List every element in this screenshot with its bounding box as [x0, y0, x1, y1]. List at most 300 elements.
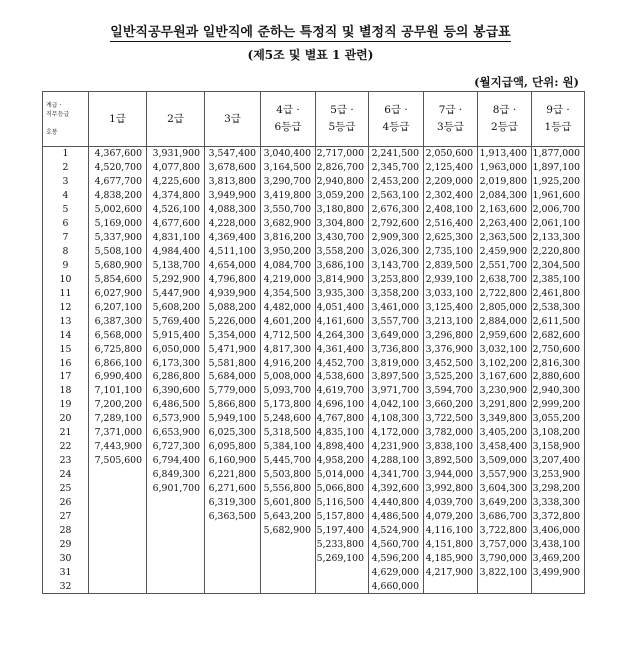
salary-cell: 6,653,900 [147, 426, 205, 440]
salary-cell: 3,813,800 [205, 175, 261, 189]
salary-cell: 6,866,100 [89, 356, 147, 370]
salary-cell: 3,298,200 [532, 482, 585, 496]
salary-cell: 3,557,900 [478, 468, 532, 482]
salary-cell: 5,169,000 [89, 217, 147, 231]
step-cell: 1 [43, 147, 89, 161]
salary-cell: 3,822,100 [478, 565, 532, 579]
step-cell: 15 [43, 342, 89, 356]
salary-cell: 2,133,300 [532, 231, 585, 245]
table-row [43, 454, 585, 468]
salary-cell: 2,304,500 [532, 259, 585, 273]
salary-cell: 3,604,300 [478, 482, 532, 496]
salary-cell: 1,913,400 [478, 147, 532, 161]
salary-cell: 5,233,800 [316, 537, 369, 551]
salary-cell [316, 579, 369, 593]
salary-cell [147, 495, 205, 509]
salary-cell: 4,796,800 [205, 272, 261, 286]
salary-cell: 2,638,700 [478, 272, 532, 286]
salary-cell: 4,619,700 [316, 384, 369, 398]
salary-cell: 5,508,100 [89, 245, 147, 259]
salary-cell: 4,116,100 [424, 523, 478, 537]
salary-table [42, 91, 585, 594]
table-row [43, 551, 585, 565]
salary-cell: 4,440,800 [369, 495, 424, 509]
grade-header: 9급 · 1등급 [532, 92, 585, 147]
salary-cell: 4,185,900 [424, 551, 478, 565]
step-cell: 31 [43, 565, 89, 579]
grade-header: 6급 · 4등급 [369, 92, 424, 147]
salary-cell: 3,055,200 [532, 412, 585, 426]
salary-cell: 3,207,400 [532, 454, 585, 468]
salary-cell: 6,025,300 [205, 426, 261, 440]
salary-cell: 2,061,100 [532, 217, 585, 231]
salary-cell: 2,163,600 [478, 203, 532, 217]
step-cell: 14 [43, 328, 89, 342]
salary-cell: 4,958,200 [316, 454, 369, 468]
salary-cell: 4,161,600 [316, 314, 369, 328]
salary-cell [205, 579, 261, 593]
salary-cell: 5,066,800 [316, 482, 369, 496]
table-row [43, 579, 585, 593]
salary-cell: 4,361,400 [316, 342, 369, 356]
grade-header: 5급 · 5등급 [316, 92, 369, 147]
salary-cell: 3,649,200 [478, 495, 532, 509]
salary-cell: 4,172,000 [369, 426, 424, 440]
salary-cell: 3,816,200 [261, 231, 316, 245]
salary-cell: 2,461,800 [532, 286, 585, 300]
grade-header: 3급 [205, 92, 261, 147]
salary-cell: 3,032,100 [478, 342, 532, 356]
salary-cell: 2,538,300 [532, 300, 585, 314]
salary-cell: 2,006,700 [532, 203, 585, 217]
salary-cell: 3,992,800 [424, 482, 478, 496]
salary-cell: 2,750,600 [532, 342, 585, 356]
salary-cell: 6,568,000 [89, 328, 147, 342]
salary-cell: 5,866,800 [205, 398, 261, 412]
salary-cell: 6,271,600 [205, 482, 261, 496]
salary-cell: 3,033,100 [424, 286, 478, 300]
salary-cell: 5,445,700 [261, 454, 316, 468]
salary-cell: 3,594,700 [424, 384, 478, 398]
salary-cell: 3,040,400 [261, 147, 316, 161]
salary-cell: 6,207,100 [89, 300, 147, 314]
salary-cell: 4,817,300 [261, 342, 316, 356]
salary-cell: 3,438,100 [532, 537, 585, 551]
salary-cell: 3,931,900 [147, 147, 205, 161]
salary-cell [261, 579, 316, 593]
salary-cell: 7,443,900 [89, 440, 147, 454]
salary-cell: 2,084,300 [478, 189, 532, 203]
salary-cell: 2,625,300 [424, 231, 478, 245]
salary-cell: 5,138,700 [147, 259, 205, 273]
salary-cell: 4,939,900 [205, 286, 261, 300]
salary-cell: 1,877,000 [532, 147, 585, 161]
salary-cell: 3,499,900 [532, 565, 585, 579]
salary-cell: 2,939,100 [424, 272, 478, 286]
salary-cell [89, 482, 147, 496]
table-row [43, 509, 585, 523]
table-row [43, 272, 585, 286]
salary-cell: 4,341,700 [369, 468, 424, 482]
salary-cell: 2,019,800 [478, 175, 532, 189]
step-cell: 11 [43, 286, 89, 300]
salary-cell: 3,469,200 [532, 551, 585, 565]
salary-cell: 3,180,800 [316, 203, 369, 217]
salary-cell: 2,999,200 [532, 398, 585, 412]
salary-cell: 3,950,200 [261, 245, 316, 259]
table-row [43, 328, 585, 342]
salary-cell: 6,849,300 [147, 468, 205, 482]
salary-cell: 6,050,000 [147, 342, 205, 356]
salary-cell [147, 551, 205, 565]
table-row [43, 412, 585, 426]
salary-cell: 5,226,000 [205, 314, 261, 328]
salary-cell: 6,573,900 [147, 412, 205, 426]
salary-cell: 5,093,700 [261, 384, 316, 398]
salary-cell: 6,319,300 [205, 495, 261, 509]
salary-cell: 4,511,100 [205, 245, 261, 259]
salary-cell: 3,230,900 [478, 384, 532, 398]
salary-cell: 2,816,300 [532, 356, 585, 370]
salary-cell [261, 565, 316, 579]
salary-cell [89, 468, 147, 482]
step-cell: 19 [43, 398, 89, 412]
salary-cell: 6,725,800 [89, 342, 147, 356]
salary-cell: 6,173,300 [147, 356, 205, 370]
salary-cell: 2,792,600 [369, 217, 424, 231]
salary-cell: 2,209,000 [424, 175, 478, 189]
salary-cell: 5,779,000 [205, 384, 261, 398]
salary-cell: 3,949,900 [205, 189, 261, 203]
salary-cell: 4,629,000 [369, 565, 424, 579]
salary-cell: 4,538,600 [316, 370, 369, 384]
salary-cell: 2,453,200 [369, 175, 424, 189]
salary-cell: 7,505,600 [89, 454, 147, 468]
step-cell: 9 [43, 259, 89, 273]
salary-cell: 3,164,500 [261, 161, 316, 175]
salary-cell: 3,419,800 [261, 189, 316, 203]
salary-cell: 5,002,600 [89, 203, 147, 217]
step-cell: 6 [43, 217, 89, 231]
salary-cell: 4,677,600 [147, 217, 205, 231]
salary-cell: 7,289,100 [89, 412, 147, 426]
salary-cell: 4,654,000 [205, 259, 261, 273]
salary-cell [89, 551, 147, 565]
salary-cell: 3,722,500 [424, 412, 478, 426]
salary-cell: 2,516,400 [424, 217, 478, 231]
salary-cell: 2,408,100 [424, 203, 478, 217]
salary-cell: 5,601,800 [261, 495, 316, 509]
salary-cell: 3,550,700 [261, 203, 316, 217]
salary-cell: 5,643,200 [261, 509, 316, 523]
table-row [43, 231, 585, 245]
table-row [43, 203, 585, 217]
salary-cell: 5,337,900 [89, 231, 147, 245]
salary-cell: 2,302,400 [424, 189, 478, 203]
salary-cell: 3,108,200 [532, 426, 585, 440]
salary-cell: 2,263,400 [478, 217, 532, 231]
salary-cell [147, 523, 205, 537]
salary-cell: 4,225,600 [147, 175, 205, 189]
salary-cell [147, 537, 205, 551]
salary-cell: 5,680,900 [89, 259, 147, 273]
salary-cell: 4,288,100 [369, 454, 424, 468]
step-cell: 17 [43, 370, 89, 384]
salary-cell: 6,727,300 [147, 440, 205, 454]
salary-cell [205, 551, 261, 565]
salary-cell: 5,116,500 [316, 495, 369, 509]
step-cell: 23 [43, 454, 89, 468]
salary-cell: 5,684,000 [205, 370, 261, 384]
salary-cell: 4,354,500 [261, 286, 316, 300]
step-cell: 12 [43, 300, 89, 314]
step-cell: 25 [43, 482, 89, 496]
salary-cell: 4,452,700 [316, 356, 369, 370]
salary-cell: 2,345,700 [369, 161, 424, 175]
salary-cell [205, 537, 261, 551]
salary-cell [89, 537, 147, 551]
salary-cell: 4,151,800 [424, 537, 478, 551]
step-cell: 20 [43, 412, 89, 426]
salary-cell: 6,901,700 [147, 482, 205, 496]
salary-cell [89, 565, 147, 579]
table-row [43, 398, 585, 412]
salary-cell: 2,839,500 [424, 259, 478, 273]
table-row [43, 426, 585, 440]
salary-cell: 2,125,400 [424, 161, 478, 175]
step-cell: 24 [43, 468, 89, 482]
salary-cell: 3,405,200 [478, 426, 532, 440]
salary-cell: 5,471,900 [205, 342, 261, 356]
salary-cell: 5,682,900 [261, 523, 316, 537]
salary-cell: 3,819,000 [369, 356, 424, 370]
salary-cell: 3,158,900 [532, 440, 585, 454]
salary-cell: 3,686,700 [478, 509, 532, 523]
salary-cell: 4,042,100 [369, 398, 424, 412]
salary-cell: 3,971,700 [369, 384, 424, 398]
salary-cell [89, 509, 147, 523]
salary-cell: 2,363,500 [478, 231, 532, 245]
salary-cell [147, 509, 205, 523]
corner-header: 계급 · 직무등급 호봉 [43, 92, 89, 147]
salary-cell: 4,482,000 [261, 300, 316, 314]
salary-table-body [43, 147, 585, 594]
table-row [43, 537, 585, 551]
salary-cell: 3,509,000 [478, 454, 532, 468]
salary-cell: 4,367,600 [89, 147, 147, 161]
salary-cell: 3,838,100 [424, 440, 478, 454]
table-row [43, 189, 585, 203]
salary-cell: 5,556,800 [261, 482, 316, 496]
salary-cell: 4,831,100 [147, 231, 205, 245]
salary-cell: 2,909,300 [369, 231, 424, 245]
salary-cell: 3,406,000 [532, 523, 585, 537]
salary-cell: 5,157,800 [316, 509, 369, 523]
salary-cell: 4,767,800 [316, 412, 369, 426]
salary-cell: 3,349,800 [478, 412, 532, 426]
salary-cell: 4,228,000 [205, 217, 261, 231]
salary-cell [89, 579, 147, 593]
salary-cell: 4,486,500 [369, 509, 424, 523]
step-cell: 10 [43, 272, 89, 286]
salary-cell: 6,387,300 [89, 314, 147, 328]
salary-cell: 5,354,000 [205, 328, 261, 342]
step-cell: 28 [43, 523, 89, 537]
step-cell: 8 [43, 245, 89, 259]
salary-cell: 2,241,500 [369, 147, 424, 161]
grade-header: 2급 [147, 92, 205, 147]
grade-header: 8급 · 2등급 [478, 92, 532, 147]
salary-cell: 3,686,100 [316, 259, 369, 273]
salary-cell: 3,376,900 [424, 342, 478, 356]
salary-cell: 4,696,100 [316, 398, 369, 412]
document-title: 일반직공무원과 일반직에 준하는 특정직 및 별정직 공무원 등의 봉급표 [110, 25, 511, 40]
salary-cell: 4,712,500 [261, 328, 316, 342]
table-row [43, 286, 585, 300]
salary-cell: 3,678,600 [205, 161, 261, 175]
salary-cell: 3,558,200 [316, 245, 369, 259]
salary-cell: 3,102,200 [478, 356, 532, 370]
salary-cell: 4,898,400 [316, 440, 369, 454]
table-row [43, 217, 585, 231]
salary-cell: 6,286,800 [147, 370, 205, 384]
step-cell: 5 [43, 203, 89, 217]
step-cell: 22 [43, 440, 89, 454]
salary-cell: 3,338,300 [532, 495, 585, 509]
table-row [43, 259, 585, 273]
step-cell: 16 [43, 356, 89, 370]
salary-cell: 3,461,000 [369, 300, 424, 314]
salary-cell: 5,008,000 [261, 370, 316, 384]
table-row [43, 161, 585, 175]
step-cell: 2 [43, 161, 89, 175]
salary-cell: 3,059,200 [316, 189, 369, 203]
salary-cell: 2,959,600 [478, 328, 532, 342]
salary-cell: 3,358,200 [369, 286, 424, 300]
salary-cell: 6,363,500 [205, 509, 261, 523]
salary-cell: 1,963,000 [478, 161, 532, 175]
salary-cell: 4,835,100 [316, 426, 369, 440]
table-header-row [43, 92, 585, 147]
salary-cell: 2,611,500 [532, 314, 585, 328]
table-row [43, 300, 585, 314]
salary-cell: 5,248,600 [261, 412, 316, 426]
salary-cell: 3,026,300 [369, 245, 424, 259]
grade-header: 4급 · 6등급 [261, 92, 316, 147]
salary-cell [316, 565, 369, 579]
grade-header: 1급 [89, 92, 147, 147]
salary-cell: 5,503,800 [261, 468, 316, 482]
step-cell: 26 [43, 495, 89, 509]
salary-cell: 5,014,000 [316, 468, 369, 482]
salary-cell: 2,385,100 [532, 272, 585, 286]
salary-cell: 4,108,300 [369, 412, 424, 426]
salary-cell: 4,264,300 [316, 328, 369, 342]
step-cell: 32 [43, 579, 89, 593]
table-row [43, 356, 585, 370]
salary-cell: 2,050,600 [424, 147, 478, 161]
table-row [43, 175, 585, 189]
salary-cell: 2,682,600 [532, 328, 585, 342]
salary-cell: 3,253,800 [369, 272, 424, 286]
salary-cell: 6,486,500 [147, 398, 205, 412]
table-row [43, 440, 585, 454]
salary-cell: 5,384,100 [261, 440, 316, 454]
salary-cell [424, 579, 478, 593]
step-cell: 30 [43, 551, 89, 565]
salary-cell: 3,935,300 [316, 286, 369, 300]
table-row [43, 370, 585, 384]
salary-cell [261, 551, 316, 565]
table-row [43, 245, 585, 259]
salary-cell: 4,219,000 [261, 272, 316, 286]
salary-cell: 4,596,200 [369, 551, 424, 565]
salary-cell: 3,897,500 [369, 370, 424, 384]
salary-cell: 3,722,800 [478, 523, 532, 537]
table-row [43, 523, 585, 537]
salary-cell: 4,217,900 [424, 565, 478, 579]
salary-cell: 4,051,400 [316, 300, 369, 314]
salary-cell: 4,916,200 [261, 356, 316, 370]
salary-cell: 6,990,400 [89, 370, 147, 384]
salary-cell: 2,722,800 [478, 286, 532, 300]
salary-cell: 7,101,100 [89, 384, 147, 398]
salary-cell: 3,167,600 [478, 370, 532, 384]
step-cell: 13 [43, 314, 89, 328]
salary-cell: 4,601,200 [261, 314, 316, 328]
salary-cell: 5,949,100 [205, 412, 261, 426]
salary-cell: 4,231,900 [369, 440, 424, 454]
salary-cell: 3,372,800 [532, 509, 585, 523]
salary-cell [532, 579, 585, 593]
table-row [43, 147, 585, 161]
salary-cell: 3,291,800 [478, 398, 532, 412]
salary-cell: 5,915,400 [147, 328, 205, 342]
salary-cell: 7,200,200 [89, 398, 147, 412]
table-row [43, 495, 585, 509]
salary-cell: 2,826,700 [316, 161, 369, 175]
salary-cell: 5,447,900 [147, 286, 205, 300]
salary-cell: 3,547,400 [205, 147, 261, 161]
unit-note: (월지급액, 단위: 원) [474, 75, 579, 89]
salary-cell: 5,318,500 [261, 426, 316, 440]
salary-cell: 3,304,800 [316, 217, 369, 231]
salary-cell: 2,459,900 [478, 245, 532, 259]
step-cell: 3 [43, 175, 89, 189]
table-row [43, 384, 585, 398]
salary-cell: 2,676,300 [369, 203, 424, 217]
salary-cell: 4,369,400 [205, 231, 261, 245]
salary-cell: 6,160,900 [205, 454, 261, 468]
salary-cell: 4,374,800 [147, 189, 205, 203]
step-cell: 7 [43, 231, 89, 245]
salary-cell [147, 565, 205, 579]
salary-cell: 5,769,400 [147, 314, 205, 328]
salary-cell: 3,757,000 [478, 537, 532, 551]
step-cell: 29 [43, 537, 89, 551]
salary-cell: 2,880,600 [532, 370, 585, 384]
table-row [43, 468, 585, 482]
table-row [43, 314, 585, 328]
salary-cell: 1,925,200 [532, 175, 585, 189]
salary-cell: 4,084,700 [261, 259, 316, 273]
salary-cell: 4,392,600 [369, 482, 424, 496]
salary-cell: 5,292,900 [147, 272, 205, 286]
salary-cell: 4,077,800 [147, 161, 205, 175]
salary-cell: 2,717,000 [316, 147, 369, 161]
salary-cell [205, 565, 261, 579]
salary-cell: 3,649,000 [369, 328, 424, 342]
